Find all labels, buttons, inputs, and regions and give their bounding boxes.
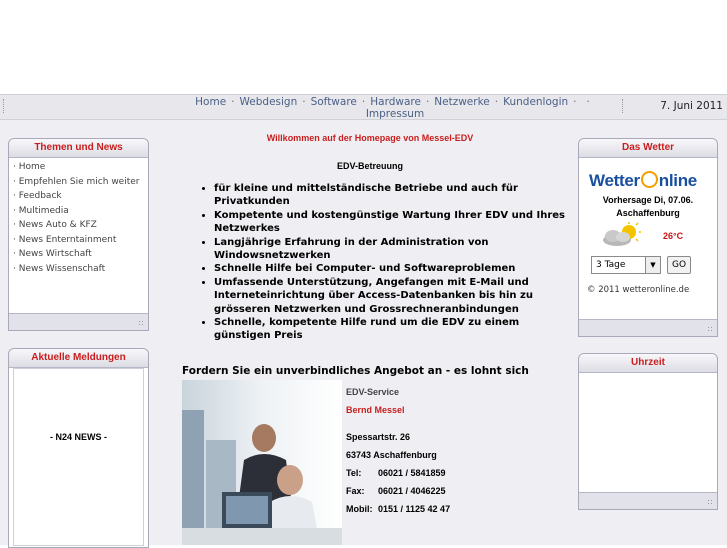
go-button[interactable]: GO xyxy=(667,256,691,274)
service-item: • Schnelle Hilfe bei Computer- und Softwareproblemen xyxy=(214,262,574,275)
weather-box xyxy=(578,138,718,337)
resize-handle[interactable] xyxy=(9,313,148,330)
contact-fax: Fax: 06021 / 4046225 xyxy=(346,486,446,496)
current-date: 7. Juni 2011 xyxy=(660,100,723,112)
offer-heading: Fordern Sie ein unverbindliches Angebot an - es lohnt sich xyxy=(182,365,529,377)
nav-home[interactable]: Home xyxy=(195,96,227,108)
top-navigation-bar xyxy=(0,94,727,120)
nav-hardware[interactable]: Hardware xyxy=(370,96,421,108)
menu-item-news-wissenschaft[interactable]: · News Wissenschaft xyxy=(13,263,106,274)
service-list xyxy=(196,182,574,343)
forecast-city: Aschaffenburg xyxy=(616,208,680,218)
welcome-heading: Willkommen auf der Homepage von Messel-EDV xyxy=(266,133,474,143)
office-photo xyxy=(182,380,342,545)
menu-item-news-entertainment[interactable]: · News Enterntainment xyxy=(13,234,117,245)
n24-news-label[interactable]: - N24 NEWS - xyxy=(49,432,107,442)
nav-kundenlogin[interactable]: Kundenlogin xyxy=(503,96,569,108)
nav-netzwerke[interactable]: Netzwerke xyxy=(434,96,490,108)
forecast-text xyxy=(579,194,717,220)
logo-o-icon xyxy=(641,171,658,188)
contact-name: Bernd Messel xyxy=(346,405,405,415)
clock-box xyxy=(578,353,718,510)
forecast-date: Vorhersage Di, 07.06. xyxy=(602,195,694,205)
toolbar-grip xyxy=(3,99,6,113)
service-item: • Umfassende Unterstützung, Angefangen mit E-Mail und Interneteinrichtung über Access-Datenbanken bis hin zu grösseren Netzwerken und Grossrechneranbindungen xyxy=(214,276,574,316)
toolbar-grip xyxy=(622,99,625,113)
contact-block xyxy=(346,383,450,518)
nav-software[interactable]: Software xyxy=(310,96,357,108)
contact-city: 63743 Aschaffenburg xyxy=(346,450,437,460)
menu-item-empfehlen[interactable]: · Empfehlen Sie mich weiter xyxy=(13,176,140,187)
company-name: EDV-Service xyxy=(346,387,400,397)
contact-tel: Tel: 06021 / 5841859 xyxy=(346,468,446,478)
section-title: EDV-Betreuung xyxy=(336,161,403,171)
nav-webdesign[interactable]: Webdesign xyxy=(239,96,298,108)
nav-links: Home · Webdesign · Software · Hardware · Netzwerke · Kundenlogin · · Impressum xyxy=(195,96,590,120)
weather-title: Das Wetter xyxy=(579,139,717,158)
contact-street: Spessartstr. 26 xyxy=(346,432,411,442)
wetteronline-logo[interactable]: Wetter nline xyxy=(589,171,697,190)
forecast-days-select[interactable]: 3 Tage ▼ xyxy=(591,256,661,274)
chevron-down-icon: ▼ xyxy=(645,257,660,273)
temperature: 26°C xyxy=(663,231,684,241)
menu-item-news-auto[interactable]: · News Auto & KFZ xyxy=(13,220,97,230)
menu-item-multimedia[interactable]: · Multimedia xyxy=(13,205,69,216)
themen-news-title: Themen und News xyxy=(9,139,148,158)
service-item: • für kleine und mittelständische Betriebe und auch für Privatkunden xyxy=(214,182,574,209)
themen-news-menu xyxy=(9,158,148,278)
news-frame xyxy=(13,368,144,546)
menu-item-home[interactable]: · Home xyxy=(13,162,46,172)
service-item: • Schnelle, kompetente Hilfe rund um die EDV zu einem günstigen Preis xyxy=(214,316,574,343)
themen-news-box xyxy=(8,138,149,331)
weather-copyright[interactable]: © 2011 wetteronline.de xyxy=(587,285,690,295)
menu-item-news-wirtschaft[interactable]: · News Wirtschaft xyxy=(13,249,92,259)
partly-cloudy-icon xyxy=(599,222,645,248)
aktuelle-meldungen-box xyxy=(8,348,149,548)
service-item: • Langjährige Erfahrung in der Administration von Windowsnetzwerken xyxy=(214,236,574,263)
clock-title: Uhrzeit xyxy=(579,354,717,373)
service-item: • Kompetente und kostengünstige Wartung Ihrer EDV und Ihres Netzwerkes xyxy=(214,209,574,236)
menu-item-feedback[interactable]: · Feedback xyxy=(13,191,62,201)
contact-mobil: Mobil: 0151 / 1125 42 47 xyxy=(346,504,451,514)
resize-handle[interactable] xyxy=(579,319,717,336)
nav-impressum[interactable]: Impressum xyxy=(365,108,425,120)
aktuelle-meldungen-title: Aktuelle Meldungen xyxy=(9,349,148,368)
resize-handle[interactable] xyxy=(579,492,717,509)
